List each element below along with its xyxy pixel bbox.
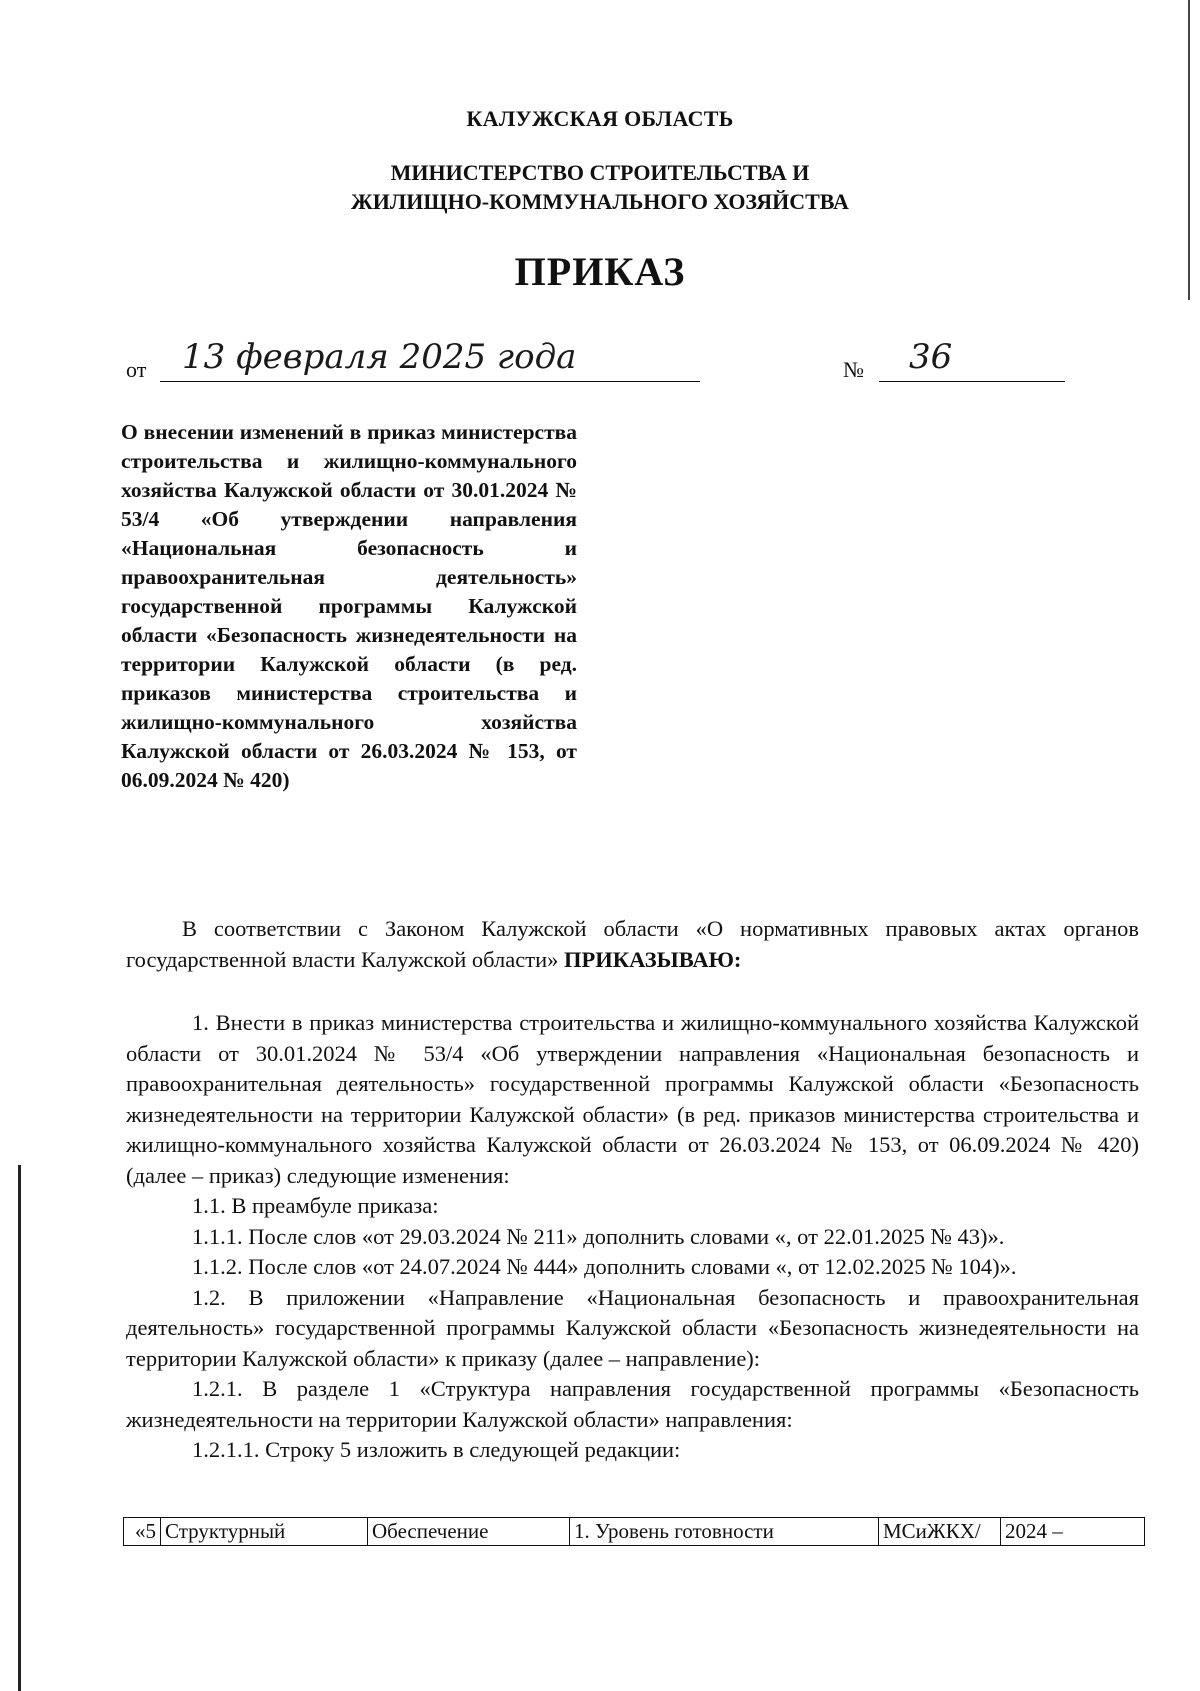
date-from-label: от xyxy=(126,357,147,382)
table-cell: МСиЖКХ/ xyxy=(879,1518,1001,1546)
preamble-paragraph xyxy=(126,914,1139,975)
preamble-text: В соответствии с Законом Калужской области «О нормативных правовых актах органов государственной власти Калужской области» xyxy=(126,916,1139,972)
ministry-heading-line2: ЖИЛИЩНО-КОММУНАЛЬНОГО ХОЗЯЙСТВА xyxy=(351,189,849,214)
order-item: 1.1.2. После слов «от 24.07.2024 № 444» дополнить словами «, от 12.02.2025 № 104)». xyxy=(192,1254,1017,1279)
number-sign-label: № xyxy=(843,357,864,382)
order-item: 1.1.1. После слов «от 29.03.2024 № 211» дополнить словами «, от 22.01.2025 № 43)». xyxy=(192,1223,1005,1249)
document-type-title: ПРИКАЗ xyxy=(514,249,686,294)
order-word: ПРИКАЗЫВАЮ: xyxy=(564,946,742,972)
order-item: 1.2.1. В разделе 1 «Структура направления государственной программы «Безопасность жизнедеятельности на территории Калужской области» направления: xyxy=(126,1376,1139,1432)
table-cell: Обеспечение xyxy=(368,1518,570,1546)
region-heading: КАЛУЖСКАЯ ОБЛАСТЬ xyxy=(466,106,734,131)
structure-table xyxy=(123,1517,1145,1546)
order-item: 1. Внести в приказ министерства строительства и жилищно-коммунального хозяйства Калужской области от 30.01.2024 № 53/4 «Об утверждении направления «Национальная безопасность и правоохранительная деятельность» государственной программы Калужской области «Безопасность жизнедеятельности на территории Калужской области» (в ред. приказов министерства строительства и жилищно-коммунального хозяйства Калужской области от 26.03.2024 № 153, от 06.09.2024 № 420) (далее – приказ) следующие изменения: xyxy=(126,1010,1139,1188)
handwritten-date: 13 февраля 2025 года xyxy=(182,337,577,377)
table-row xyxy=(124,1518,1145,1546)
table-cell: 1. Уровень готовности xyxy=(570,1518,879,1546)
order-item: 1.2.1.1. Строку 5 изложить в следующей редакции: xyxy=(192,1437,681,1462)
table-cell: «5 xyxy=(124,1518,161,1546)
order-item: 1.1. В преамбуле приказа: xyxy=(192,1193,439,1218)
order-items xyxy=(126,1008,1139,1466)
ministry-heading-line1: МИНИСТЕРСТВО СТРОИТЕЛЬСТВА И xyxy=(390,160,810,185)
number-underline xyxy=(879,381,1065,382)
scan-edge-left xyxy=(18,1165,21,1691)
order-item: 1.2. В приложении «Направление «Национальная безопасность и правоохранительная деятельность» государственной программы Калужской области «Безопасность жизнедеятельности на территории Калужской области» к приказу (далее – направление): xyxy=(126,1284,1139,1371)
order-subject: О внесении изменений в приказ министерства строительства и жилищно-коммунального хозяйства Калужской области от 30.01.2024 № 53/4 «Об утверждении направления «Национальная безопасность и правоохранительная деятельность» государственной программы Калужской области «Безопасность жизнедеятельности на территории Калужской области (в ред. приказов министерства строительства и жилищно-коммунального хозяйства Калужской области от 26.03.2024 № 153, от 06.09.2024 № 420) xyxy=(121,420,577,792)
table-cell: 2024 – xyxy=(1001,1518,1145,1546)
date-underline xyxy=(160,381,700,382)
table-cell: Структурный xyxy=(161,1518,368,1546)
handwritten-number: 36 xyxy=(909,337,953,377)
ministry-heading xyxy=(0,158,1200,216)
